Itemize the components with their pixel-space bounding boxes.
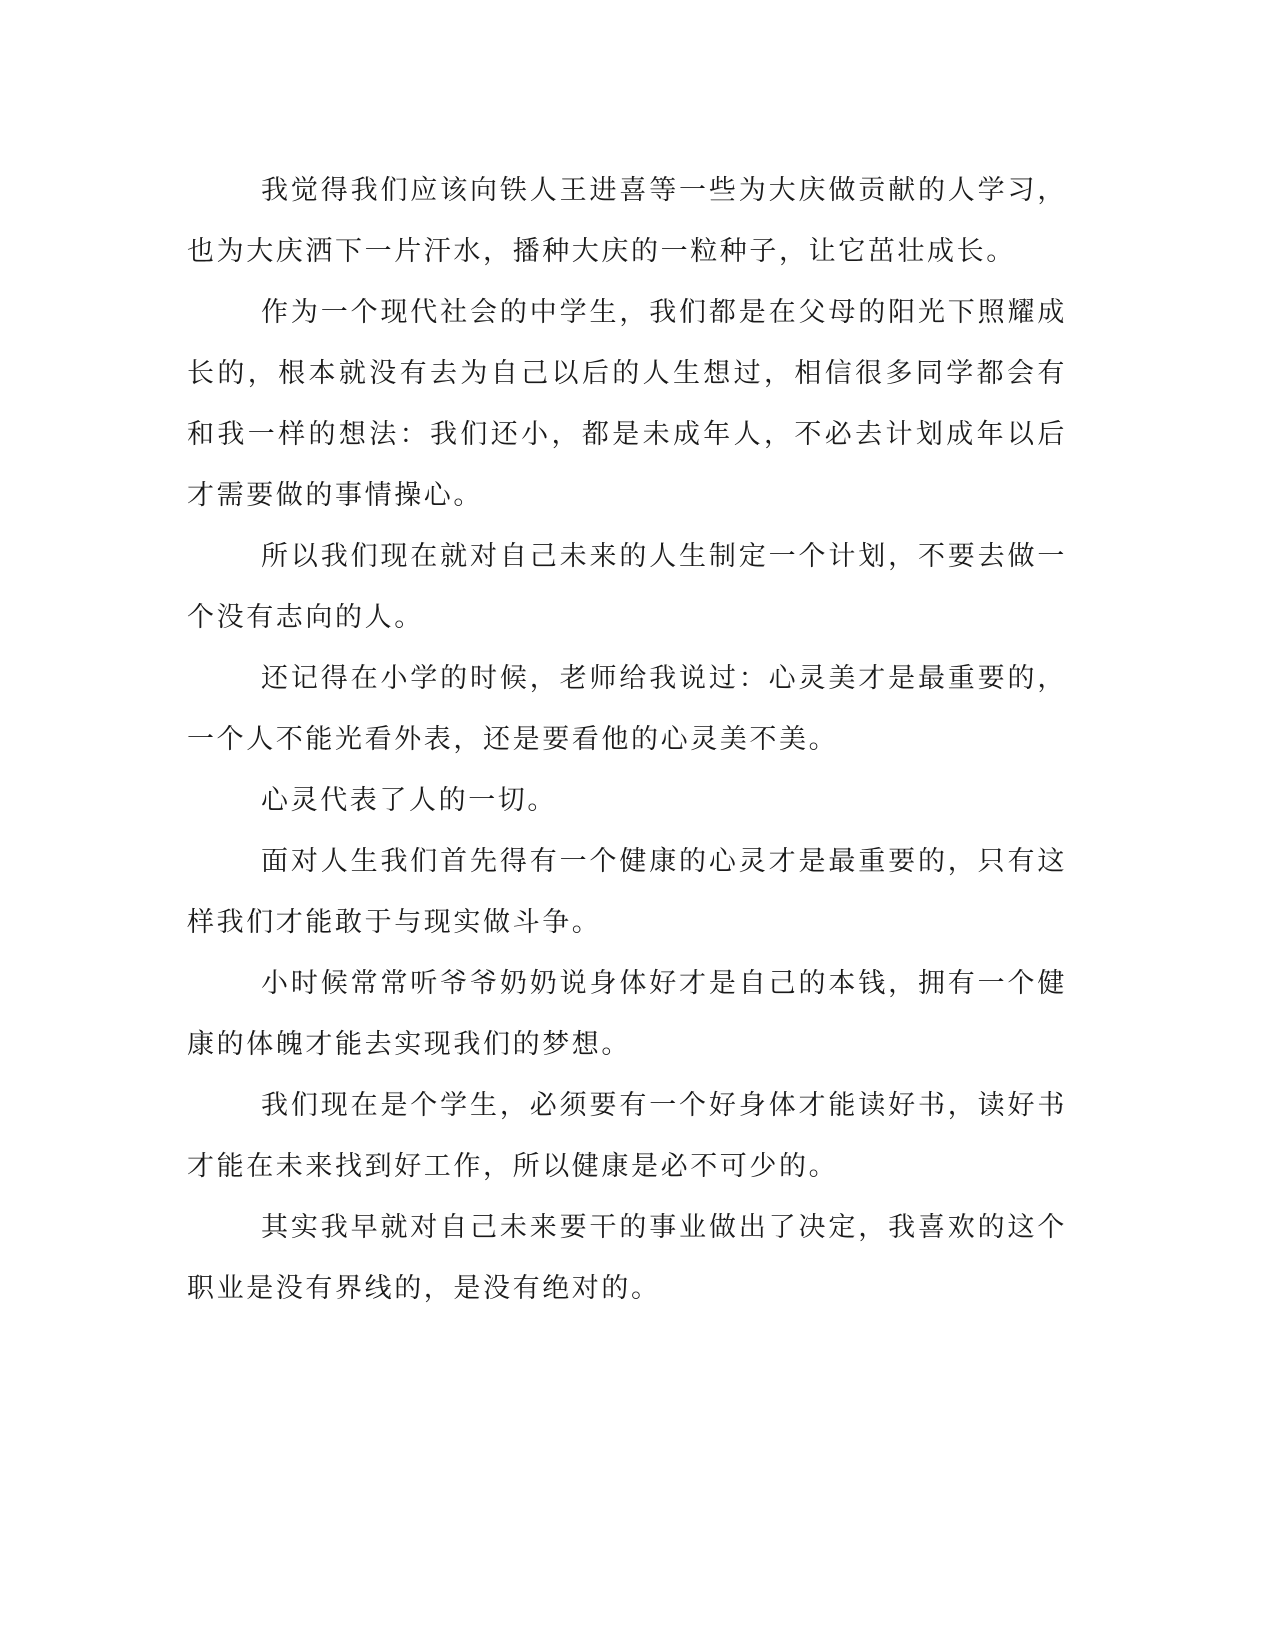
paragraph: 其实我早就对自己未来要干的事业做出了决定，我喜欢的这个职业是没有界线的，是没有绝对的。 (187, 1212, 1067, 1304)
document-body (187, 160, 1067, 1319)
paragraph: 小时候常常听爷爷奶奶说身体好才是自己的本钱，拥有一个健康的体魄才能去实现我们的梦想。 (187, 968, 1067, 1060)
paragraph: 所以我们现在就对自己未来的人生制定一个计划，不要去做一个没有志向的人。 (187, 541, 1067, 633)
paragraph: 面对人生我们首先得有一个健康的心灵才是最重要的，只有这样我们才能敢于与现实做斗争。 (187, 846, 1067, 938)
paragraph: 还记得在小学的时候，老师给我说过：心灵美才是最重要的，一个人不能光看外表，还是要看他的心灵美不美。 (187, 663, 1067, 755)
paragraph: 我觉得我们应该向铁人王进喜等一些为大庆做贡献的人学习，也为大庆洒下一片汗水，播种大庆的一粒种子，让它茁壮成长。 (187, 175, 1067, 267)
paragraph: 心灵代表了人的一切。 (261, 785, 557, 816)
paragraph: 我们现在是个学生，必须要有一个好身体才能读好书，读好书才能在未来找到好工作，所以健康是必不可少的。 (187, 1090, 1067, 1182)
paragraph: 作为一个现代社会的中学生，我们都是在父母的阳光下照耀成长的，根本就没有去为自己以后的人生想过，相信很多同学都会有和我一样的想法：我们还小，都是未成年人，不必去计划成年以后才需要做的事情操心。 (187, 297, 1067, 511)
